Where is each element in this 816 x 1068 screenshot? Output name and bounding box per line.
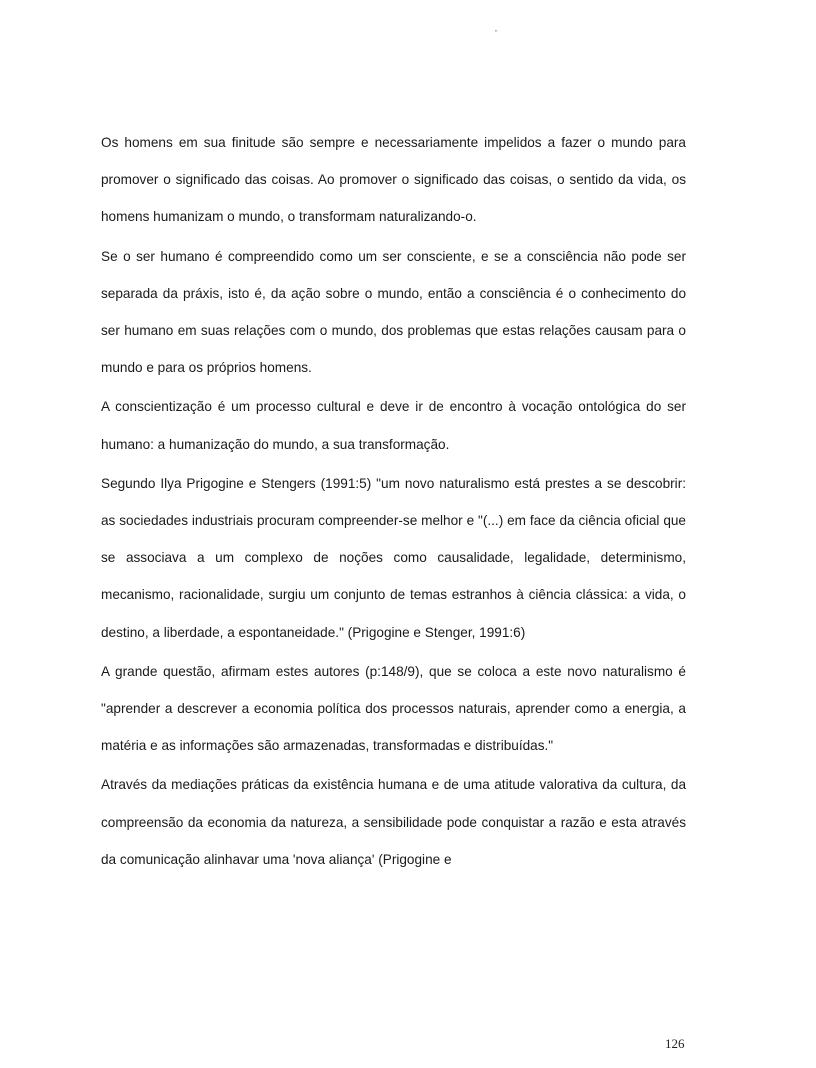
- paragraph-4: Segundo Ilya Prigogine e Stengers (1991:5) "um novo naturalismo está prestes a se descobrir: as sociedades industriais procuram compreender-se melhor e "(...) em face da ciência oficial que se associava a um complexo de noções como causalidade, legalidade, determinismo, mecanismo, racionalidade, surgiu um conjunto de temas estranhos à ciência clássica: a vida, o destino, a liberdade, a espontaneidade." (Prigogine e Stenger, 1991:6): [101, 475, 686, 640]
- scan-mark: ": [495, 30, 498, 37]
- body-text: [101, 124, 686, 880]
- paragraph-6: Através da mediações práticas da existência humana e de uma atitude valorativa da cultura, da compreensão da economia da natureza, a sensibilidade pode conquistar a razão e esta através da comunicação alinhavar uma 'nova aliança' (Prigogine e: [101, 777, 686, 867]
- paragraph-5: A grande questão, afirmam estes autores (p:148/9), que se coloca a este novo naturalismo é "aprender a descrever a economia política dos processos naturais, aprender como a energia, a matéria e as informações são armazenadas, transformadas e distribuídas.": [101, 663, 686, 754]
- paragraph-2: Se o ser humano é compreendido como um ser consciente, e se a consciência não pode ser separada da práxis, isto é, da ação sobre o mundo, então a consciência é o conhecimento do ser humano em suas relações com o mundo, dos problemas que estas relações causam para o mundo e para os próprios homens.: [101, 248, 686, 376]
- paragraph-1: Os homens em sua finitude são sempre e necessariamente impelidos a fazer o mundo para promover o significado das coisas. Ao promover o significado das coisas, o sentido da vida, os homens humanizam o mundo, o transformam naturalizando-o.: [101, 135, 686, 225]
- page-number: 126: [665, 1036, 685, 1051]
- paragraph-3: A conscientização é um processo cultural e deve ir de encontro à vocação ontológica do ser humano: a humanização do mundo, a sua transformação.: [101, 399, 686, 452]
